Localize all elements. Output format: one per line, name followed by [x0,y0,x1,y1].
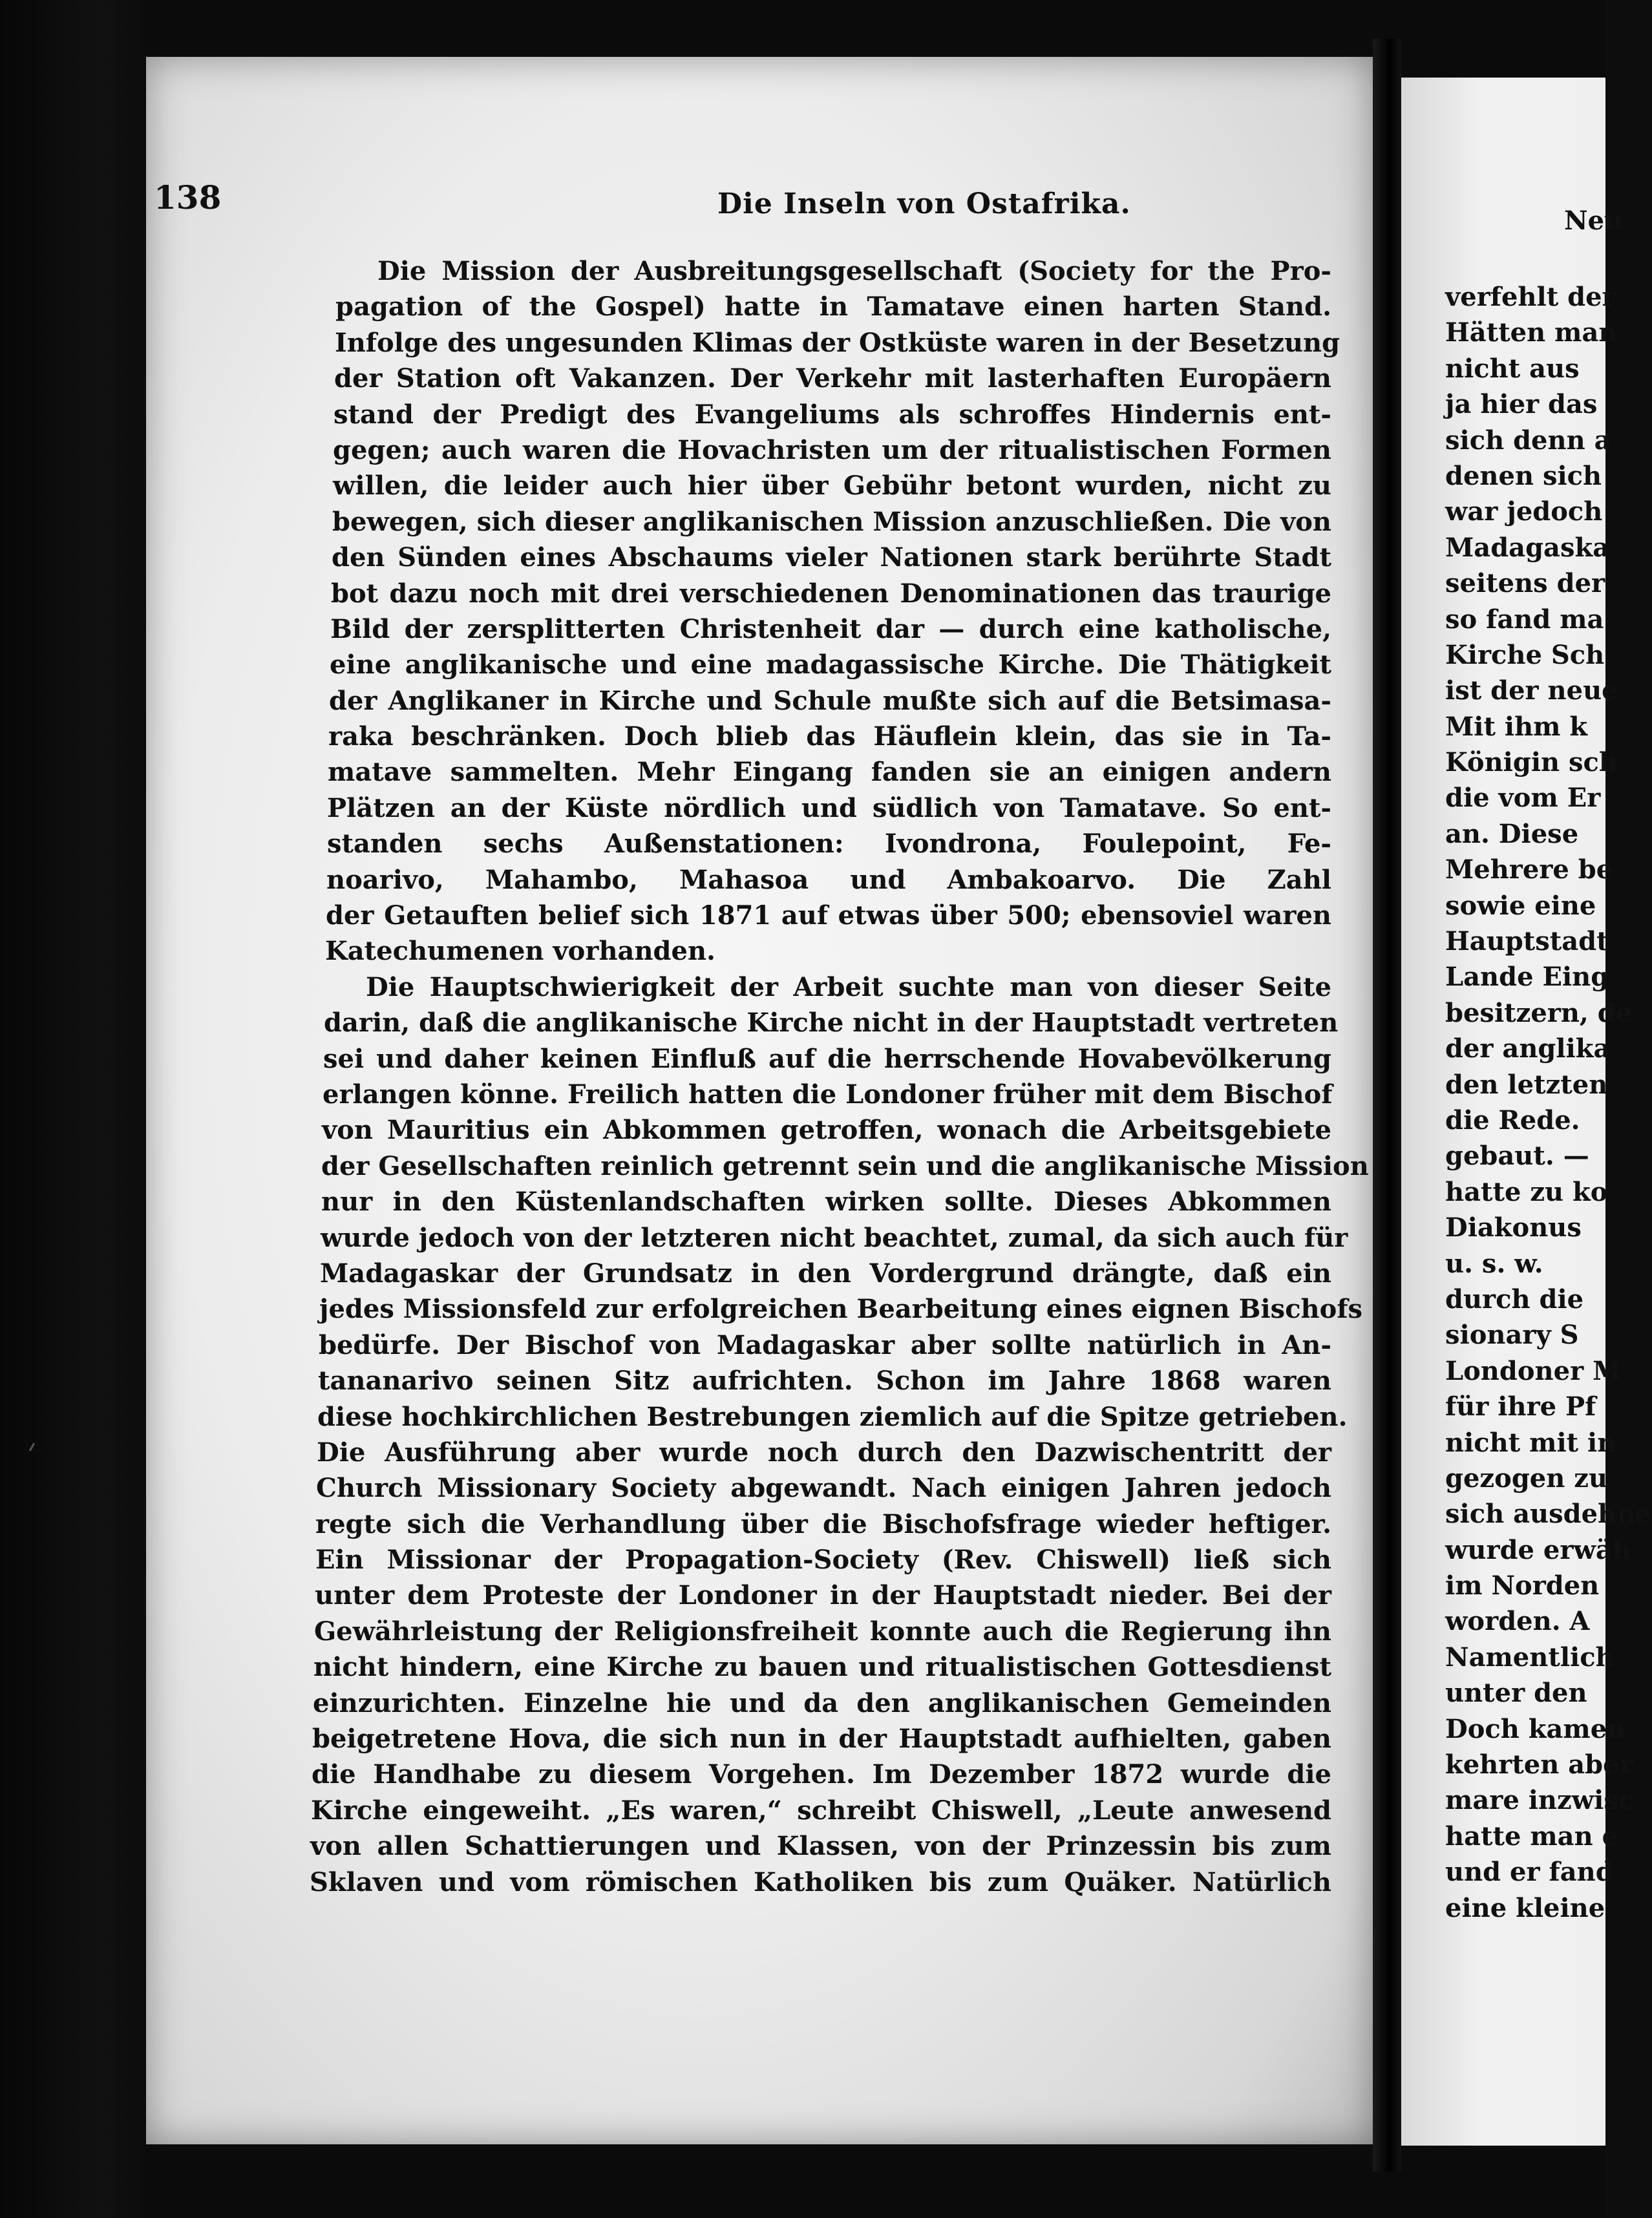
next-page-line: Hätten man [1445,317,1618,348]
next-page-line: sich ausdehne [1445,1499,1652,1530]
main-body-text [310,253,1369,1900]
text-line: diese hochkirchlichen Bestrebungen ziemlich auf die Spitze getrieben. [317,1401,1348,1432]
text-line: beigetretene Hova, die sich nun in der Hauptstadt aufhielten, gaben [312,1724,1331,1755]
next-page-line: sowie eine [1445,890,1596,921]
text-line: die Handhabe zu diesem Vorgehen. Im Dezember 1872 wurde die [312,1759,1331,1790]
next-page-line: der anglika [1445,1033,1611,1064]
next-page-line: Königin sch [1445,747,1618,778]
text-line: von allen Schattierungen und Klassen, von der Prinzessin bis zum [310,1831,1331,1862]
text-line: Madagaskar der Grundsatz in den Vordergrund drängte, daß ein [320,1258,1331,1289]
next-page-line: ist der neue [1445,675,1618,706]
next-page-line: sich denn a [1445,425,1611,456]
text-line: Gewährleistung der Religionsfreiheit konnte auch die Regierung ihn [314,1616,1331,1647]
text-line: matave sammelten. Mehr Eingang fanden sie an einigen andern [328,757,1331,788]
next-page-line: eine kleine [1445,1892,1605,1923]
next-page-running-head: Neu [1564,206,1624,236]
next-page-line: durch die [1445,1283,1584,1315]
page-number: 138 [154,178,222,217]
text-line: der Station oft Vakanzen. Der Verkehr mit lasterhaften Europäern [334,363,1331,394]
text-line: bewegen, sich dieser anglikanischen Mission anzuschließen. Die von [332,506,1331,537]
text-line: pagation of the Gospel) hatte in Tamatave einen harten Stand. [335,291,1331,322]
next-page-line: ja hier das [1445,389,1598,420]
next-page-line: nicht mit in [1445,1427,1616,1458]
next-page-line: die vom Er [1445,783,1601,814]
next-page-line: wurde erwäh [1445,1534,1631,1565]
text-line: eine anglikanische und eine madagassische Kirche. Die Thätigkeit [330,650,1331,681]
text-line: nur in den Küstenlandschaften wirken sollte. Dieses Abkommen [321,1187,1331,1218]
book-gutter [1373,39,1401,2171]
next-page-line: hatte man e [1445,1821,1619,1852]
next-page-line: Doch kamen [1445,1713,1626,1744]
next-page-line: den letzten [1445,1069,1608,1100]
next-page-line: Lande Eing [1445,962,1609,993]
left-margin [0,0,145,2218]
text-line: bot dazu noch mit drei verschiedenen Denominationen das traurige [331,578,1331,609]
text-line: Ein Missionar der Propagation-Society (Rev. Chiswell) ließ sich [315,1545,1331,1576]
next-page-line: so fand ma [1445,604,1604,635]
text-line: jedes Missionsfeld zur erfolgreichen Bearbeitung eines eignen Bischofs [319,1294,1363,1325]
text-line: von Mauritius ein Abkommen getroffen, wonach die Arbeitsgebiete [322,1115,1331,1146]
next-page-line: seitens der [1445,568,1605,599]
text-line: noarivo, Mahambo, Mahasoa und Ambakoarvo. Die Zahl [326,864,1331,895]
text-line: Kirche eingeweiht. „Es waren,“ schreibt Chiswell, „Leute anwesend [311,1795,1331,1826]
text-line: Church Missionary Society abgewandt. Nach einigen Jahren jedoch [316,1473,1331,1504]
text-line: Die Mission der Ausbreitungsgesellschaft (Society for the Pro- [377,256,1331,286]
text-line: nicht hindern, eine Kirche zu bauen und ritualistischen Gottesdienst [313,1652,1331,1683]
text-line: einzurichten. Einzelne hie und da den anglikanischen Gemeinden [313,1687,1331,1718]
running-head: Die Inseln von Ostafrika. [717,187,1131,220]
text-line: Infolge des ungesunden Klimas der Ostküste waren in der Besetzung [335,327,1340,358]
next-page-line: Namentlich [1445,1642,1615,1673]
text-line: den Sünden eines Abschaums vieler Nationen stark berührte Stadt [332,542,1331,573]
text-line: willen, die leider auch hier über Gebühr betont wurden, nicht zu [333,470,1331,502]
next-page-line: verfehlt der [1445,282,1616,312]
next-page-line: die Rede. [1445,1104,1580,1135]
next-page-line: u. s. w. [1445,1248,1543,1279]
next-page-line: für ihre Pf [1445,1391,1596,1422]
next-page-line: an. Diese [1445,818,1579,849]
text-line: erlangen könne. Freilich hatten die Londoner früher mit dem Bischof [323,1079,1333,1110]
next-page-line: mare inzwisc [1445,1785,1635,1816]
text-line: raka beschränken. Doch blieb das Häuflein klein, das sie in Ta- [328,721,1331,752]
text-line: wurde jedoch von der letzteren nicht beachtet, zumal, da sich auch für [321,1222,1348,1253]
next-page-line: war jedoch [1445,496,1603,527]
next-page-line: denen sich [1445,460,1602,491]
next-page-line: unter den [1445,1678,1587,1709]
text-line: Bild der zersplitterten Christenheit dar — durch eine katholische, [330,613,1331,644]
text-line: gegen; auch waren die Hovachristen um der ritualistischen Formen [333,434,1331,465]
next-page-line: im Norden [1445,1570,1600,1601]
text-line: der Gesellschaften reinlich getrennt sein und die anglikanische Mission [321,1150,1369,1181]
text-line: Die Hauptschwierigkeit der Arbeit suchte man von dieser Seite [366,971,1331,1002]
next-page-line: Kirche Sch [1445,639,1605,670]
next-page-line: gebaut. — [1445,1141,1589,1172]
next-page-line: Mit ihm k [1445,711,1588,742]
next-page-line: nicht aus [1445,353,1580,384]
text-line: unter dem Proteste der Londoner in der Hauptstadt nieder. Bei der [315,1580,1331,1611]
text-line: tananarivo seinen Sitz aufrichten. Schon im Jahre 1868 waren [318,1366,1331,1397]
text-line: Plätzen an der Küste nördlich und südlich von Tamatave. So ent- [327,792,1331,823]
text-line: regte sich die Verhandlung über die Bischofsfrage wieder heftiger. [315,1508,1331,1539]
next-page-line: hatte zu ko [1445,1176,1608,1207]
next-page-line: und er fand [1445,1857,1614,1888]
text-line: Katechumenen vorhanden. [325,936,715,967]
next-page-line: worden. A [1445,1606,1590,1637]
next-page-line: Mehrere be [1445,854,1613,885]
next-page-line: gezogen zu [1445,1463,1608,1494]
text-line: darin, daß die anglikanische Kirche nicht in der Hauptstadt vertreten [324,1008,1339,1039]
text-line: der Anglikaner in Kirche und Schule mußte sich auf die Betsimasa- [329,685,1331,716]
text-line: sei und daher keinen Einfluß auf die herrschende Hovabevölkerung [323,1043,1331,1074]
next-page-line: sionary S [1445,1320,1579,1351]
text-line: der Getauften belief sich 1871 auf etwas über 500; ebensoviel waren [326,900,1331,931]
text-line: standen sechs Außenstationen: Ivondrona, Foulepoint, Fe- [327,829,1331,860]
next-page-line: besitzern, de [1445,997,1633,1028]
next-page-line: Hauptstadt [1445,926,1609,957]
text-line: Die Ausführung aber wurde noch durch den Dazwischentritt der [317,1437,1331,1468]
next-page-line: Londoner M [1445,1355,1622,1386]
text-line: bedürfe. Der Bischof von Madagaskar aber sollte natürlich in An- [319,1329,1331,1360]
next-page-line: Madagaska [1445,532,1610,563]
text-line: stand der Predigt des Evangeliums als schroffes Hindernis ent- [334,399,1331,430]
next-page-line: Diakonus [1445,1212,1582,1243]
next-page-line: kehrten aber [1445,1749,1633,1780]
text-line: Sklaven und vom römischen Katholiken bis zum Quäker. Natürlich [310,1866,1331,1897]
next-page-body-text [1445,279,1652,1926]
